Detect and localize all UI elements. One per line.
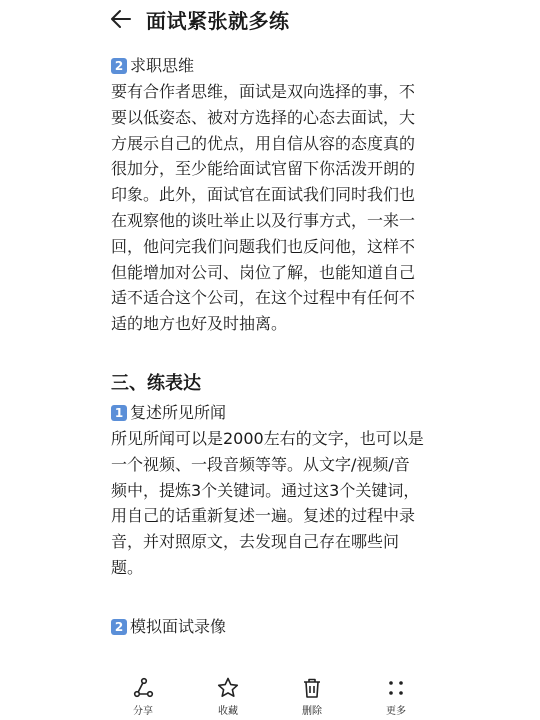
trash-icon xyxy=(300,676,324,700)
text-line: 回，他问完我们问题我们也反问他，这样不 xyxy=(111,236,416,256)
subsection-heading xyxy=(111,615,431,639)
text-line: 适的地方也好及时抽离。 xyxy=(111,314,288,334)
more-button[interactable] xyxy=(366,676,426,717)
text-line: 方展示自己的优点，用自信从容的态度真的 xyxy=(111,133,416,153)
back-arrow-icon[interactable] xyxy=(108,6,134,32)
article-content xyxy=(111,54,431,639)
bottom-toolbar xyxy=(0,672,540,720)
more-dots-icon xyxy=(384,676,408,700)
text-line: 要有合作者思维，面试是双向选择的事，不 xyxy=(111,82,416,101)
text-line: 但能增加对公司、岗位了解，也能知道自己 xyxy=(111,262,416,282)
text-line: 频中，提炼3个关键词。通过这3个关键词， xyxy=(111,480,420,500)
subsection-heading xyxy=(111,54,431,78)
page-title: 面试紧张就多练 xyxy=(146,9,290,33)
text-line: 适不适合这个公司，在这个过程中有任何不 xyxy=(111,288,416,308)
subsection-title: 模拟面试录像 xyxy=(130,616,227,636)
subsection-title: 复述所见所闻 xyxy=(130,402,227,422)
delete-label: 删除 xyxy=(302,706,322,717)
subsection-heading xyxy=(111,401,431,425)
text-line: 印象。此外，面试官在面试我们同时我们也 xyxy=(111,185,416,205)
subsection-title: 求职思维 xyxy=(130,56,195,75)
share-icon xyxy=(131,676,155,700)
text-line: 音，并对照原文，去发现自己存在哪些问 xyxy=(111,532,400,552)
text-line: 很加分，至少能给面试官留下你活泼开朗的 xyxy=(111,159,416,179)
section-title: 三、练表达 xyxy=(111,372,201,394)
number-2-icon: 2 xyxy=(111,58,127,74)
text-line: 用自己的话重新复述一遍。复述的过程中录 xyxy=(111,506,416,526)
delete-button[interactable] xyxy=(282,676,342,717)
text-line: 要以低姿态、被对方选择的心态去面试，大 xyxy=(111,107,416,127)
number-2-icon: 2 xyxy=(111,619,127,635)
share-button[interactable] xyxy=(113,676,173,717)
text-line: 题。 xyxy=(111,557,144,577)
star-icon xyxy=(216,676,240,700)
favorite-button[interactable] xyxy=(198,676,258,717)
paragraph xyxy=(111,426,431,581)
paragraph xyxy=(111,79,431,337)
text-line: 所见所闻可以是2000左右的文字，也可以是 xyxy=(111,428,424,448)
top-bar xyxy=(0,0,540,44)
number-1-icon: 1 xyxy=(111,405,127,421)
text-line: 在观察他的谈吐举止以及行事方式，一来一 xyxy=(111,210,416,230)
share-label: 分享 xyxy=(133,706,153,717)
text-line: 一个视频、一段音频等等。从文字/视频/音 xyxy=(111,454,410,474)
more-label: 更多 xyxy=(386,706,406,717)
favorite-label: 收藏 xyxy=(218,706,238,717)
